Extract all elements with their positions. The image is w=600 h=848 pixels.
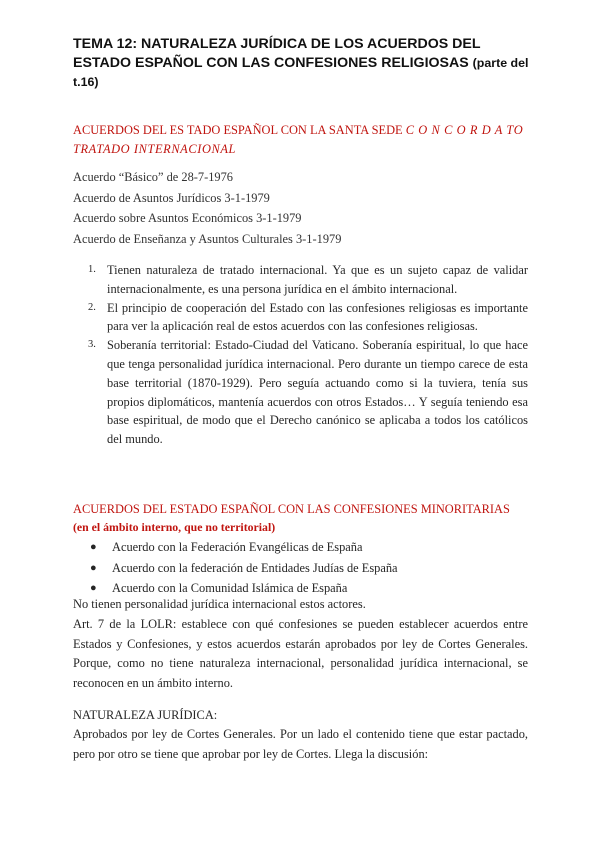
bullet-text: Acuerdo con la Federación Evangélicas de España [112,540,363,554]
title-main: TEMA 12: NATURALEZA JURÍDICA DE LOS ACUERDOS DEL ESTADO ESPAÑOL CON LAS CONFESIONES RELIGIOSAS [73,36,481,71]
numbered-item [73,261,528,299]
item-text: El principio de cooperación del Estado con las confesiones religiosas es importante para ver la aplicación real de estos acuerdos con las confesiones religiosas. [107,300,528,334]
agreement-line: Acuerdo de Asuntos Jurídicos 3-1-1979 [73,190,270,205]
bullet-icon: ● [90,541,97,553]
naturaleza-heading: NATURALEZA JURÍDICA: [73,708,218,722]
title-suffix: (parte del t.16) [73,56,529,89]
bullet-list [73,537,528,599]
section-heading-minoritarias [73,500,528,536]
minoritarias-heading: ACUERDOS DEL ESTADO ESPAÑOL CON LAS CONFESIONES MINORITARIAS [73,502,510,516]
paragraph: Art. 7 de la LOLR: establece con qué confesiones se pueden establecer acuerdos entre Estados y Confesiones, y estos acuerdos estarán aprobados por ley de Cortes Generales. Porque, como no tiene naturaleza internacional, personalidad jurídica internacional, se reconocen en un ámbito interno. [73,617,528,690]
item-number: 1. [88,264,96,275]
paragraph: Aprobados por ley de Cortes Generales. Por un lado el contenido tiene que estar pactado, pero por otro se tiene que aprobar por ley de Cortes. Llega la discusión: [73,727,528,761]
bullet-item [73,558,528,579]
item-text: Tienen naturaleza de tratado internacional. Ya que es un sujeto capaz de validar internacionalmente, es una persona jurídica en el ámbito internacional. [107,263,528,296]
santa-sede-heading-italic: C O N C O R D A TO TRATADO INTERNACIONAL [73,123,524,156]
bullet-text: Acuerdo con la Comunidad Islámica de España [112,581,348,595]
santa-sede-heading: ACUERDOS DEL ES TADO ESPAÑOL CON LA SANTA SEDE [73,123,403,137]
numbered-list [73,261,528,449]
bullet-item [73,537,528,558]
item-number: 3. [88,339,96,351]
agreement-line: Acuerdo sobre Asuntos Económicos 3-1-1979 [73,211,302,225]
item-text: Soberanía territorial: Estado-Ciudad del Vaticano. Soberanía espiritual, lo que hace que tenga personalidad jurídica internacional. Pero durante un tiempo carece de esta base territorial (1870-1929). Pero seguía actuando como si la tuviera, tenía sus propios diplomáticos, mantenía acuerdos con otros Estados… Y seguía teniendo esa base espiritual, de modo que el Derecho canónico se aplicaba a todos los católicos del mundo. [107,338,528,447]
agreement-line: Acuerdo “Básico” de 28-7-1976 [73,170,233,184]
bullet-icon: ● [90,561,97,574]
paragraph: No tienen personalidad jurídica internacional estos actores. [73,597,366,611]
numbered-item [73,299,528,337]
minoritarias-subheading: (en el ámbito interno, que no territorial) [73,520,276,534]
agreement-line: Acuerdo de Enseñanza y Asuntos Culturales 3-1-1979 [73,231,342,246]
bullet-icon: ● [90,582,97,594]
section-heading-santa-sede [73,121,533,158]
bullet-text: Acuerdo con la federación de Entidades Judías de España [112,560,398,575]
page-title [73,35,533,92]
numbered-item [73,336,528,449]
agreements-list [73,167,533,249]
item-number: 2. [88,301,96,313]
